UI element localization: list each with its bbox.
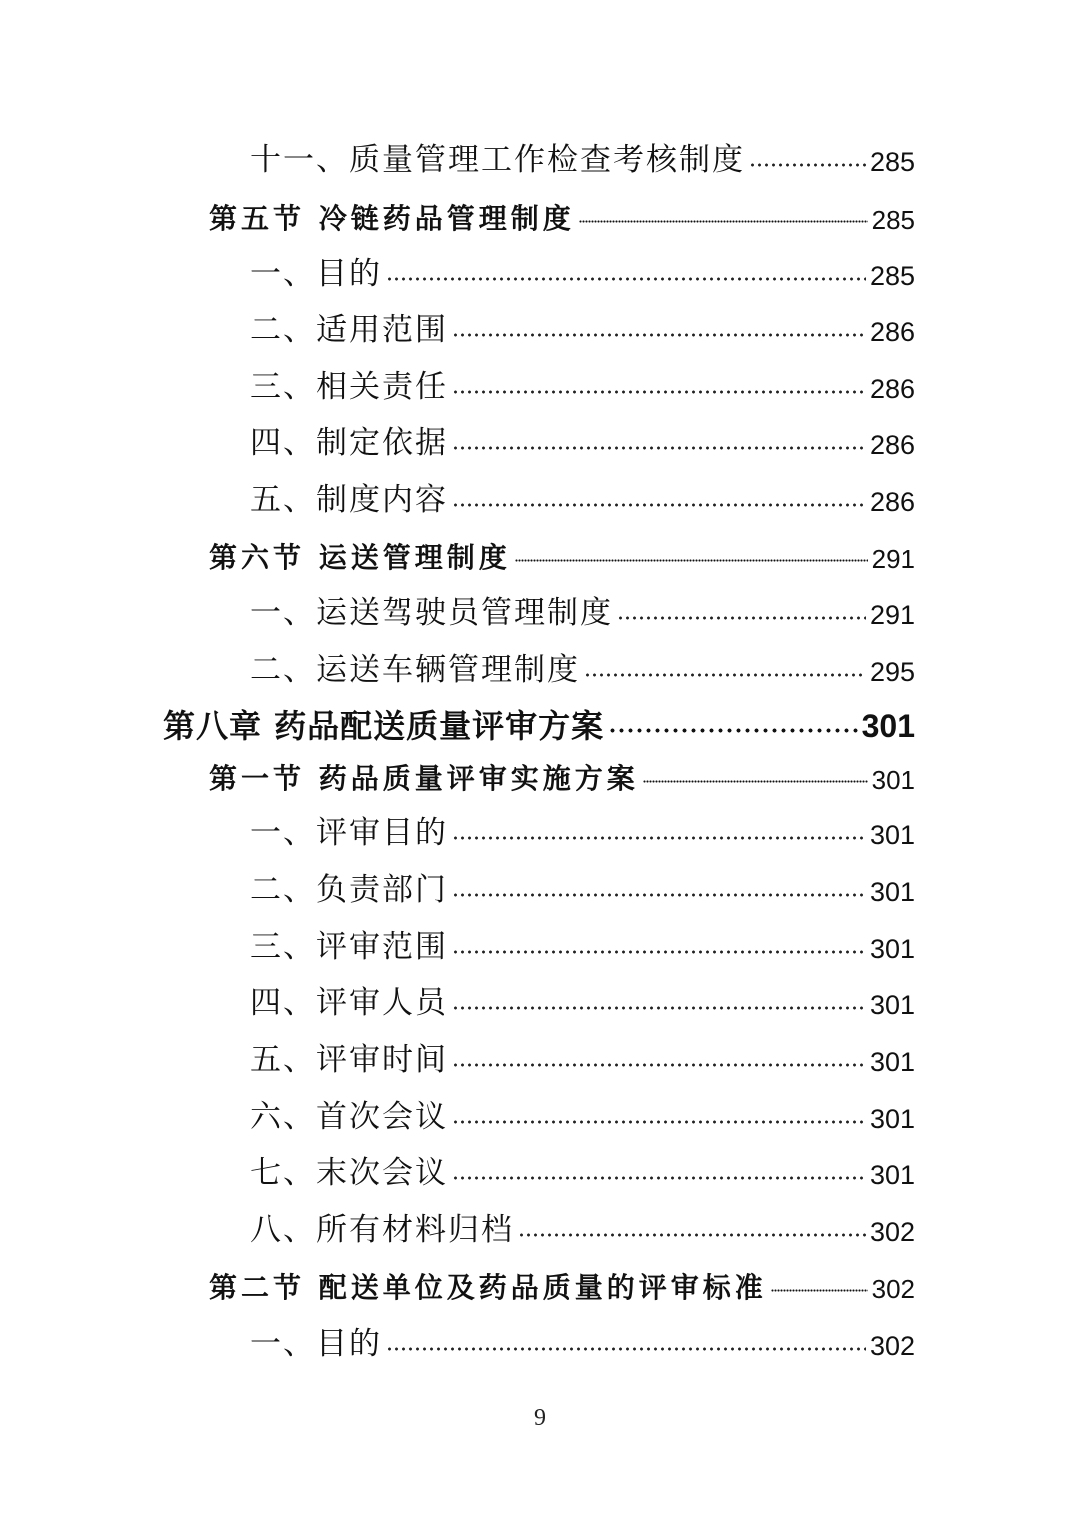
toc-entry-title: 三、评审范围 (250, 929, 448, 965)
toc-entry-item[interactable] (250, 640, 915, 686)
toc-entry-page-number: 301 (861, 708, 915, 744)
dot-leader (771, 1289, 868, 1292)
toc-entry-page-number: 302 (869, 1217, 915, 1247)
toc-entry-page-number: 302 (871, 1274, 915, 1304)
dot-leader (579, 220, 868, 223)
toc-entry-page-number: 286 (869, 430, 915, 460)
dot-leader (617, 616, 866, 620)
toc-entry-page-number: 301 (869, 1104, 915, 1134)
page-number-footer: 9 (534, 1405, 546, 1431)
toc-entry-item[interactable] (250, 300, 915, 346)
dot-leader (515, 559, 868, 562)
toc-entry-title: 四、制定依据 (250, 425, 448, 461)
toc-entry-title: 八、所有材料归档 (250, 1212, 514, 1248)
toc-entry-item[interactable] (250, 1314, 915, 1360)
toc-entry-title: 第六节 运送管理制度 (209, 541, 511, 574)
toc-entry-title: 第一节 药品质量评审实施方案 (209, 762, 639, 795)
toc-entry-item[interactable] (250, 1087, 915, 1133)
toc-entry-title: 四、评审人员 (250, 985, 448, 1021)
toc-entry-title: 六、首次会议 (250, 1099, 448, 1135)
toc-entry-page-number: 291 (869, 600, 915, 630)
toc-entry-page-number: 302 (869, 1331, 915, 1361)
dot-leader (452, 333, 866, 337)
dot-leader (452, 1176, 866, 1180)
toc-entry-title: 三、相关责任 (250, 369, 448, 405)
toc-entry-title: 第八章 药品配送质量评审方案 (163, 707, 605, 745)
toc-entry-title: 五、制度内容 (250, 482, 448, 518)
toc-entry-section[interactable] (209, 747, 915, 793)
toc-entry-page-number: 286 (869, 317, 915, 347)
toc-entry-page-number: 286 (869, 374, 915, 404)
toc-entry-item[interactable] (250, 583, 915, 629)
toc-entry-page-number: 285 (869, 147, 915, 177)
dot-leader (452, 1120, 866, 1124)
toc-entry-title: 一、目的 (250, 1326, 382, 1362)
toc-entry-section[interactable] (209, 187, 915, 233)
toc-entry-page-number: 295 (869, 657, 915, 687)
toc-entry-item[interactable] (250, 973, 915, 1019)
toc-entry-item[interactable] (250, 803, 915, 849)
toc-entry-item[interactable] (250, 130, 915, 176)
toc-entry-title: 一、运送驾驶员管理制度 (250, 595, 613, 631)
dot-leader (608, 728, 857, 733)
toc-entry-item[interactable] (250, 1030, 915, 1076)
toc-entry-item[interactable] (250, 917, 915, 963)
toc-entry-page-number: 301 (869, 990, 915, 1020)
dot-leader (452, 446, 866, 450)
toc-entry-item[interactable] (250, 860, 915, 906)
dot-leader (584, 673, 866, 677)
dot-leader (386, 277, 866, 281)
toc-entry-title: 七、末次会议 (250, 1155, 448, 1191)
toc-entry-page-number: 286 (869, 487, 915, 517)
toc-entry-section[interactable] (209, 526, 915, 572)
toc-entry-title: 五、评审时间 (250, 1042, 448, 1078)
toc-entry-title: 第五节 冷链药品管理制度 (209, 202, 575, 235)
toc-entry-item[interactable] (250, 470, 915, 516)
toc-entry-title: 一、评审目的 (250, 815, 448, 851)
toc-entry-chapter[interactable] (163, 696, 915, 745)
dot-leader (386, 1347, 866, 1351)
toc-entry-page-number: 301 (869, 1160, 915, 1190)
dot-leader (452, 1006, 866, 1010)
dot-leader (452, 950, 866, 954)
dot-leader (452, 836, 866, 840)
toc-entry-item[interactable] (250, 1200, 915, 1246)
toc-entry-title: 第二节 配送单位及药品质量的评审标准 (209, 1271, 767, 1304)
dot-leader (452, 503, 866, 507)
toc-entry-title: 二、适用范围 (250, 312, 448, 348)
dot-leader (452, 1063, 866, 1067)
toc-entry-page-number: 301 (871, 765, 915, 795)
toc-entry-page-number: 301 (869, 877, 915, 907)
toc-entry-page-number: 285 (871, 205, 915, 235)
toc-entry-title: 二、负责部门 (250, 872, 448, 908)
toc-entry-title: 二、运送车辆管理制度 (250, 652, 580, 688)
dot-leader (518, 1233, 866, 1237)
toc-entry-title: 一、目的 (250, 256, 382, 292)
toc-entry-item[interactable] (250, 413, 915, 459)
dot-leader (643, 780, 868, 783)
dot-leader (452, 893, 866, 897)
dot-leader (749, 163, 866, 167)
toc-entry-page-number: 285 (869, 261, 915, 291)
dot-leader (452, 390, 866, 394)
toc-entry-page-number: 291 (871, 544, 915, 574)
toc-entry-title: 十一、质量管理工作检查考核制度 (250, 142, 745, 178)
toc-entry-section[interactable] (209, 1256, 915, 1302)
toc-entry-item[interactable] (250, 1143, 915, 1189)
toc-entry-item[interactable] (250, 244, 915, 290)
toc-entry-page-number: 301 (869, 934, 915, 964)
toc-entry-item[interactable] (250, 357, 915, 403)
toc-entry-page-number: 301 (869, 1047, 915, 1077)
toc-entry-page-number: 301 (869, 820, 915, 850)
